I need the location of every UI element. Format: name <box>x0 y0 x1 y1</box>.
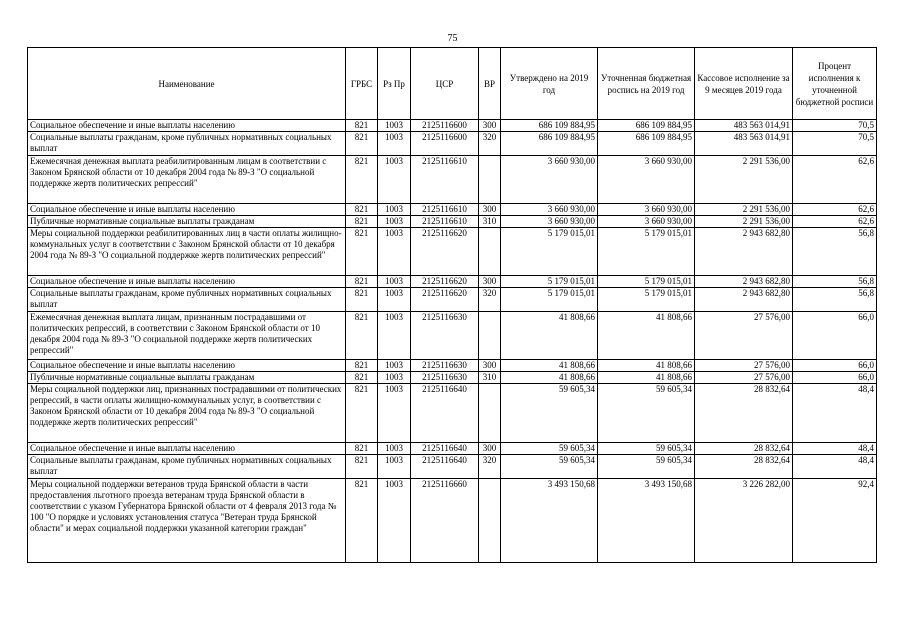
cell-grbs: 821 <box>346 276 378 288</box>
cell-vr: 300 <box>479 360 501 372</box>
cell-approved: 59 605,34 <box>501 443 598 455</box>
cell-cash: 483 563 014,91 <box>695 120 793 132</box>
cell-vr: 320 <box>479 288 501 312</box>
cell-approved: 41 808,66 <box>501 372 598 384</box>
cell-rzpr: 1003 <box>378 120 411 132</box>
cell-cash: 483 563 014,91 <box>695 132 793 156</box>
column-header-name: Наименование <box>28 48 346 120</box>
cell-csr: 2125116640 <box>411 443 479 455</box>
cell-grbs: 821 <box>346 479 378 563</box>
cell-grbs: 821 <box>346 372 378 384</box>
cell-csr: 2125116630 <box>411 360 479 372</box>
cell-name: Меры социальной поддержки ветеранов труда Брянской области в части предоставления льготного проезда ветеранам труда Брянской области в соответствии с указом Губернатора Брянской области от 4 февраля 2013 года № 100 "О порядке и условиях установления статуса "Ветеран труда Брянской области" и мерах социальной поддержки указанной категории граждан" <box>28 479 346 563</box>
cell-refined: 3 660 930,00 <box>598 204 695 216</box>
page-number: 75 <box>447 33 458 44</box>
cell-rzpr: 1003 <box>378 132 411 156</box>
column-header-percent: Процент исполнения к уточненной бюджетной росписи <box>793 48 877 120</box>
cell-cash: 27 576,00 <box>695 360 793 372</box>
cell-percent: 62,6 <box>793 204 877 216</box>
cell-percent: 48,4 <box>793 384 877 443</box>
table-body <box>28 120 877 563</box>
cell-vr <box>479 312 501 360</box>
cell-csr: 2125116610 <box>411 156 479 204</box>
cell-approved: 686 109 884,95 <box>501 120 598 132</box>
cell-approved: 5 179 015,01 <box>501 228 598 276</box>
table-row <box>28 156 877 204</box>
table-row <box>28 360 877 372</box>
cell-refined: 5 179 015,01 <box>598 228 695 276</box>
budget-execution-table <box>27 47 877 563</box>
cell-name: Социальные выплаты гражданам, кроме публичных нормативных социальных выплат <box>28 132 346 156</box>
table-row <box>28 443 877 455</box>
cell-percent: 92,4 <box>793 479 877 563</box>
column-header-grbs: ГРБС <box>346 48 378 120</box>
cell-percent: 62,6 <box>793 156 877 204</box>
cell-csr: 2125116600 <box>411 132 479 156</box>
cell-rzpr: 1003 <box>378 288 411 312</box>
cell-name: Социальное обеспечение и иные выплаты населению <box>28 120 346 132</box>
cell-refined: 59 605,34 <box>598 443 695 455</box>
table-row <box>28 132 877 156</box>
cell-percent: 66,0 <box>793 360 877 372</box>
cell-percent: 56,8 <box>793 276 877 288</box>
cell-cash: 2 291 536,00 <box>695 216 793 228</box>
cell-name: Социальные выплаты гражданам, кроме публичных нормативных социальных выплат <box>28 455 346 479</box>
cell-grbs: 821 <box>346 312 378 360</box>
cell-name: Социальное обеспечение и иные выплаты населению <box>28 360 346 372</box>
table-row <box>28 216 877 228</box>
cell-name: Социальные выплаты гражданам, кроме публичных нормативных социальных выплат <box>28 288 346 312</box>
cell-grbs: 821 <box>346 228 378 276</box>
cell-rzpr: 1003 <box>378 455 411 479</box>
cell-name: Ежемесячная денежная выплата реабилитированным лицам в соответствии с Законом Брянской области от 10 декабря 2004 года № 89-З "О социальной поддержке жертв политических репрессий" <box>28 156 346 204</box>
cell-name: Ежемесячная денежная выплата лицам, признанным пострадавшими от политических репрессий, в соответствии с Законом Брянской области от 10 декабря 2004 года № 89-З "О социальной поддержке жертв политических репрессий" <box>28 312 346 360</box>
cell-refined: 686 109 884,95 <box>598 120 695 132</box>
cell-vr: 310 <box>479 216 501 228</box>
cell-vr <box>479 479 501 563</box>
cell-approved: 3 660 930,00 <box>501 204 598 216</box>
cell-csr: 2125116640 <box>411 455 479 479</box>
cell-rzpr: 1003 <box>378 360 411 372</box>
cell-csr: 2125116620 <box>411 276 479 288</box>
cell-approved: 41 808,66 <box>501 360 598 372</box>
cell-rzpr: 1003 <box>378 216 411 228</box>
cell-csr: 2125116660 <box>411 479 479 563</box>
cell-cash: 28 832,64 <box>695 443 793 455</box>
cell-approved: 686 109 884,95 <box>501 132 598 156</box>
cell-percent: 66,0 <box>793 372 877 384</box>
cell-rzpr: 1003 <box>378 372 411 384</box>
cell-grbs: 821 <box>346 156 378 204</box>
column-header-vr: ВР <box>479 48 501 120</box>
cell-grbs: 821 <box>346 360 378 372</box>
table-row <box>28 312 877 360</box>
column-header-refined: Уточненная бюджетная роспись на 2019 год <box>598 48 695 120</box>
cell-percent: 56,8 <box>793 288 877 312</box>
cell-cash: 27 576,00 <box>695 372 793 384</box>
cell-approved: 3 493 150,68 <box>501 479 598 563</box>
cell-grbs: 821 <box>346 216 378 228</box>
cell-name: Меры социальной поддержки лиц, признанных пострадавшими от политических репрессий, в части оплаты жилищно-коммунальных услуг, в соответствии с Законом Брянской области от 10 декабря 2004 года № 89-З "О социальной поддержке жертв политических репрессий" <box>28 384 346 443</box>
cell-refined: 59 605,34 <box>598 455 695 479</box>
cell-cash: 2 291 536,00 <box>695 204 793 216</box>
cell-vr: 300 <box>479 443 501 455</box>
table-row <box>28 228 877 276</box>
table-row <box>28 384 877 443</box>
cell-percent: 48,4 <box>793 455 877 479</box>
table-header <box>28 48 877 120</box>
cell-refined: 3 660 930,00 <box>598 216 695 228</box>
cell-refined: 5 179 015,01 <box>598 288 695 312</box>
cell-csr: 2125116610 <box>411 204 479 216</box>
cell-rzpr: 1003 <box>378 204 411 216</box>
cell-csr: 2125116630 <box>411 372 479 384</box>
column-header-rzpr: Рз Пр <box>378 48 411 120</box>
cell-percent: 70,5 <box>793 132 877 156</box>
cell-refined: 41 808,66 <box>598 372 695 384</box>
cell-vr: 300 <box>479 276 501 288</box>
cell-cash: 27 576,00 <box>695 312 793 360</box>
cell-approved: 5 179 015,01 <box>501 288 598 312</box>
cell-vr: 320 <box>479 132 501 156</box>
cell-rzpr: 1003 <box>378 443 411 455</box>
cell-approved: 3 660 930,00 <box>501 216 598 228</box>
cell-approved: 41 808,66 <box>501 312 598 360</box>
cell-cash: 2 291 536,00 <box>695 156 793 204</box>
table-row <box>28 372 877 384</box>
cell-cash: 2 943 682,80 <box>695 228 793 276</box>
cell-refined: 41 808,66 <box>598 360 695 372</box>
column-header-csr: ЦСР <box>411 48 479 120</box>
cell-percent: 62,6 <box>793 216 877 228</box>
cell-vr: 300 <box>479 120 501 132</box>
cell-name: Публичные нормативные социальные выплаты гражданам <box>28 372 346 384</box>
cell-grbs: 821 <box>346 132 378 156</box>
cell-percent: 66,0 <box>793 312 877 360</box>
cell-grbs: 821 <box>346 455 378 479</box>
cell-cash: 28 832,64 <box>695 384 793 443</box>
cell-refined: 686 109 884,95 <box>598 132 695 156</box>
cell-refined: 5 179 015,01 <box>598 276 695 288</box>
cell-percent: 48,4 <box>793 443 877 455</box>
cell-name: Социальное обеспечение и иные выплаты населению <box>28 276 346 288</box>
cell-approved: 59 605,34 <box>501 384 598 443</box>
cell-grbs: 821 <box>346 443 378 455</box>
column-header-cash: Кассовое исполнение за 9 месяцев 2019 года <box>695 48 793 120</box>
cell-name: Меры социальной поддержки реабилитированных лиц в части оплаты жилищно-коммунальных услуг в соответствии с Законом Брянской области от 10 декабря 2004 года № 89-З "О социальной поддержке жертв политических репрессий" <box>28 228 346 276</box>
cell-cash: 3 226 282,00 <box>695 479 793 563</box>
column-header-approved: Утверждено на 2019 год <box>501 48 598 120</box>
cell-rzpr: 1003 <box>378 312 411 360</box>
table-row <box>28 479 877 563</box>
cell-vr: 310 <box>479 372 501 384</box>
table-row <box>28 455 877 479</box>
table-row <box>28 204 877 216</box>
cell-refined: 3 660 930,00 <box>598 156 695 204</box>
cell-name: Социальное обеспечение и иные выплаты населению <box>28 204 346 216</box>
cell-grbs: 821 <box>346 288 378 312</box>
cell-csr: 2125116600 <box>411 120 479 132</box>
table-row <box>28 276 877 288</box>
cell-vr <box>479 156 501 204</box>
cell-grbs: 821 <box>346 120 378 132</box>
cell-cash: 2 943 682,80 <box>695 276 793 288</box>
cell-approved: 59 605,34 <box>501 455 598 479</box>
table-row <box>28 120 877 132</box>
cell-csr: 2125116640 <box>411 384 479 443</box>
cell-percent: 56,8 <box>793 228 877 276</box>
cell-csr: 2125116620 <box>411 288 479 312</box>
cell-csr: 2125116620 <box>411 228 479 276</box>
cell-name: Социальное обеспечение и иные выплаты населению <box>28 443 346 455</box>
cell-csr: 2125116630 <box>411 312 479 360</box>
cell-approved: 5 179 015,01 <box>501 276 598 288</box>
cell-rzpr: 1003 <box>378 228 411 276</box>
cell-rzpr: 1003 <box>378 384 411 443</box>
cell-vr <box>479 384 501 443</box>
cell-cash: 2 943 682,80 <box>695 288 793 312</box>
cell-refined: 59 605,34 <box>598 384 695 443</box>
cell-csr: 2125116610 <box>411 216 479 228</box>
cell-grbs: 821 <box>346 204 378 216</box>
cell-vr <box>479 228 501 276</box>
cell-rzpr: 1003 <box>378 479 411 563</box>
table-row <box>28 288 877 312</box>
cell-cash: 28 832,64 <box>695 455 793 479</box>
cell-rzpr: 1003 <box>378 276 411 288</box>
cell-grbs: 821 <box>346 384 378 443</box>
cell-percent: 70,5 <box>793 120 877 132</box>
cell-rzpr: 1003 <box>378 156 411 204</box>
cell-vr: 300 <box>479 204 501 216</box>
cell-name: Публичные нормативные социальные выплаты гражданам <box>28 216 346 228</box>
cell-refined: 41 808,66 <box>598 312 695 360</box>
cell-vr: 320 <box>479 455 501 479</box>
cell-approved: 3 660 930,00 <box>501 156 598 204</box>
cell-refined: 3 493 150,68 <box>598 479 695 563</box>
